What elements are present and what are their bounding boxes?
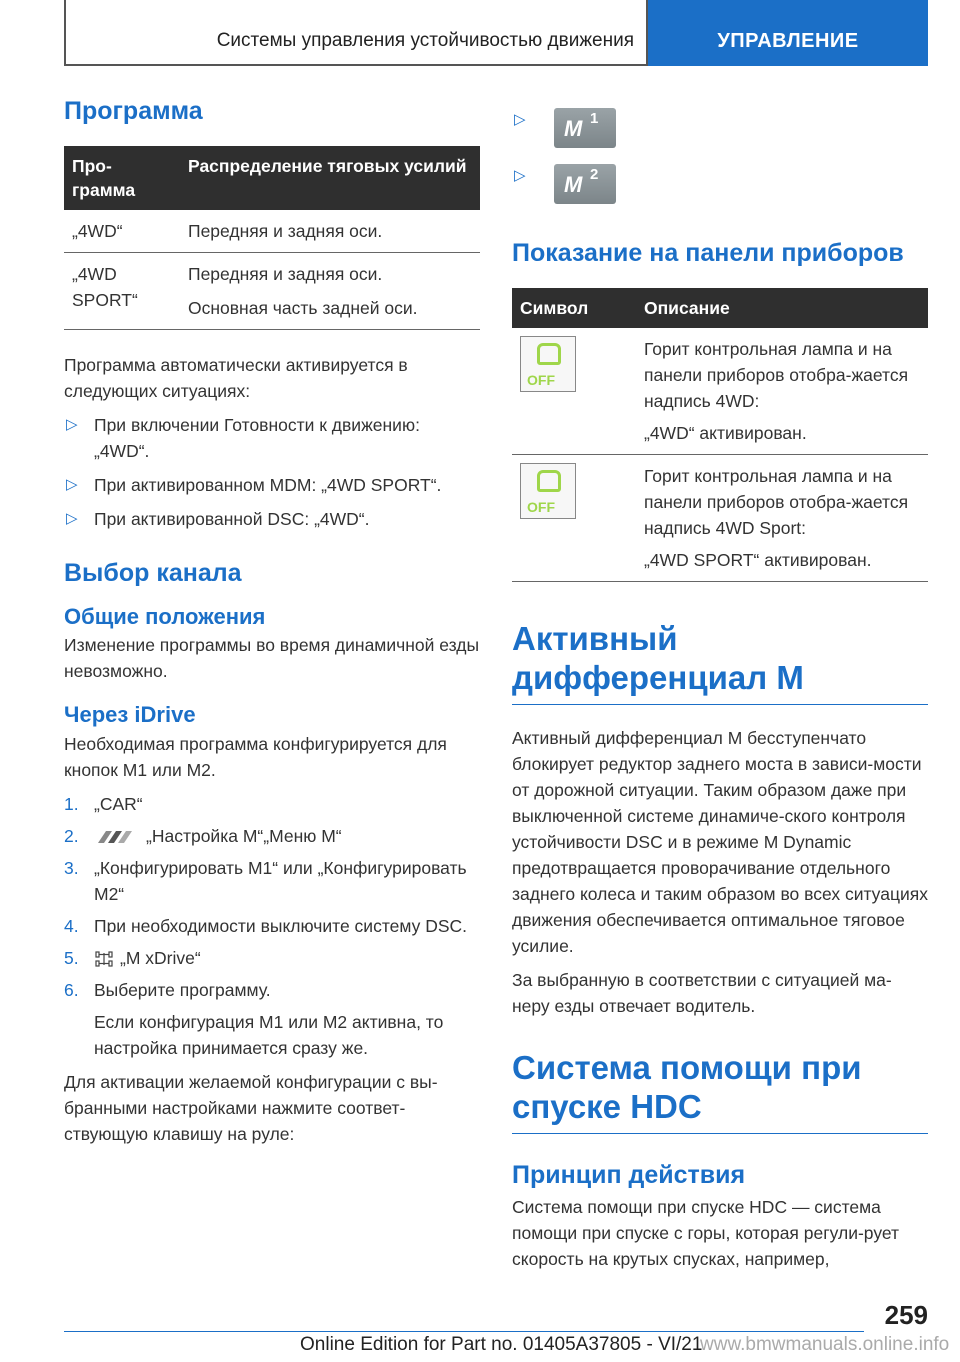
description-cell bbox=[636, 328, 928, 455]
4wd-off-lamp-icon bbox=[520, 336, 576, 392]
table-row bbox=[64, 253, 480, 330]
table-row bbox=[512, 455, 928, 582]
step-number: 1. bbox=[64, 793, 79, 814]
idrive-text: Необходимая программа конфигурируется для кнопок M1 или M2. bbox=[64, 733, 447, 780]
list-item bbox=[64, 506, 480, 532]
distribution-line: Основная часть задней оси. bbox=[188, 298, 418, 318]
footer-edition: Online Edition for Part no. 01405A37805 - VI/21 bbox=[300, 1334, 703, 1355]
step-number: 4. bbox=[64, 915, 79, 936]
m2-row bbox=[512, 164, 928, 208]
triangle-bullet-icon: ▷ bbox=[514, 167, 526, 184]
step-number: 3. bbox=[64, 857, 79, 878]
m1-row bbox=[512, 108, 928, 152]
list-item bbox=[64, 823, 480, 849]
description-cell bbox=[636, 455, 928, 582]
program-cell: „4WD“ bbox=[64, 210, 180, 253]
symbol-table-header-symbol: Символ bbox=[512, 288, 636, 328]
display-heading: Показание на панели приборов bbox=[512, 239, 904, 267]
symbol-table-header-description: Описание bbox=[636, 288, 928, 328]
list-item-text: При активированной DSC: „4WD“. bbox=[94, 509, 370, 529]
page-number: 259 bbox=[884, 1300, 928, 1330]
distribution-cell bbox=[180, 253, 480, 330]
diff-heading: Активный дифференциал M bbox=[512, 620, 804, 696]
step-text: „Конфигурировать M1“ или „Конфигурировать M2“ bbox=[94, 857, 467, 904]
general-heading: Общие положения bbox=[64, 604, 266, 629]
program-cell: „4WD SPORT“ bbox=[64, 253, 180, 330]
channel-heading: Выбор канала bbox=[64, 559, 242, 587]
auto-activation-list bbox=[64, 412, 480, 532]
description-text: Горит контрольная лампа и на панели приборов отобра-жается надпись 4WD: bbox=[644, 339, 909, 411]
list-item bbox=[64, 913, 480, 939]
m2-button[interactable] bbox=[554, 164, 616, 204]
list-item bbox=[64, 945, 480, 971]
description-status: „4WD“ активирован. bbox=[644, 423, 807, 443]
symbol-cell bbox=[512, 328, 636, 455]
list-item bbox=[64, 855, 480, 907]
symbol-cell bbox=[512, 455, 636, 582]
header-section-box bbox=[64, 0, 648, 66]
step-text: „Настройка M“„Меню M“ bbox=[146, 825, 342, 846]
lamp-off-label: OFF bbox=[527, 499, 555, 515]
list-item-text: При активированном MDM: „4WD SPORT“. bbox=[94, 475, 442, 495]
description-status: „4WD SPORT“ активирован. bbox=[644, 550, 872, 570]
m-letter: M bbox=[564, 116, 583, 141]
list-item bbox=[64, 412, 480, 464]
distribution-cell bbox=[180, 210, 480, 253]
idrive-heading: Через iDrive bbox=[64, 702, 196, 728]
step-number: 5. bbox=[64, 947, 79, 968]
symbol-table bbox=[512, 288, 928, 582]
header-section-title: Системы управления устойчивостью движения bbox=[216, 30, 634, 51]
program-table-header-distribution: Распределение тяговых усилий bbox=[180, 146, 480, 210]
drivetrain-icon bbox=[94, 950, 114, 968]
footer-watermark: www.bmwmanuals.online.info bbox=[700, 1334, 950, 1355]
table-row bbox=[512, 328, 928, 455]
step-number: 6. bbox=[64, 979, 79, 1000]
list-item bbox=[64, 472, 480, 498]
m-number: 2 bbox=[590, 166, 599, 183]
divider bbox=[512, 1133, 928, 1134]
m1-button[interactable] bbox=[554, 108, 616, 148]
step-text: При необходимости выключите систему DSC. bbox=[94, 915, 468, 936]
lamp-off-label: OFF bbox=[527, 372, 555, 388]
list-item bbox=[64, 791, 480, 817]
triangle-bullet-icon: ▷ bbox=[66, 510, 78, 527]
list-item bbox=[64, 977, 480, 1061]
diff-text-2: За выбранную в соответствии с ситуацией ма-неру езды отвечает водитель. bbox=[512, 969, 892, 1016]
auto-activation-intro: Программа автоматически активируется в следующих ситуациях: bbox=[64, 355, 408, 401]
header-chapter-label: УПРАВЛЕНИЕ bbox=[717, 30, 859, 52]
program-table bbox=[64, 146, 480, 330]
page-header bbox=[64, 0, 928, 66]
table-row bbox=[64, 210, 480, 253]
header-chapter-tab[interactable] bbox=[648, 0, 928, 66]
step-text: „M xDrive“ bbox=[120, 947, 201, 968]
triangle-bullet-icon: ▷ bbox=[66, 476, 78, 493]
distribution-line: Передняя и задняя оси. bbox=[188, 264, 383, 284]
distribution-line: Передняя и задняя оси. bbox=[188, 221, 383, 241]
hdc-heading: Система помощи при спуске HDC bbox=[512, 1048, 862, 1125]
step-text: „CAR“ bbox=[94, 793, 143, 814]
diff-text-1: Активный дифференциал M бесступенчато блокирует редуктор заднего моста в зависи-мости от дорожной ситуации. Таким образом даже при выключенной системе динамиче-ского контроля устойчивости DSC и в режиме M Dynamic предотвращается проворачивание отдельного заднего колеса и таким образом во всех ситуациях движения обеспечивается оптимальное тяговое усилие. bbox=[512, 727, 928, 956]
step-subtext: Если конфигурация M1 или M2 активна, то настройка принимается сразу же. bbox=[94, 1011, 444, 1058]
4wd-sport-lamp-icon bbox=[520, 463, 576, 519]
principle-text: Система помощи при спуске HDC — система помощи при спуске с горы, которая регули-рует скорость на крутых спусках, например, bbox=[512, 1196, 900, 1269]
triangle-bullet-icon: ▷ bbox=[514, 111, 526, 128]
divider bbox=[512, 704, 928, 705]
principle-heading: Принцип действия bbox=[512, 1160, 746, 1189]
program-table-header-program: Про- грамма bbox=[64, 146, 180, 210]
left-column bbox=[64, 96, 480, 1147]
step-text: Выберите программу. bbox=[94, 979, 271, 1000]
triangle-bullet-icon: ▷ bbox=[66, 416, 78, 433]
idrive-steps bbox=[64, 791, 480, 1061]
program-heading: Программа bbox=[64, 97, 203, 125]
general-text: Изменение программы во время динамичной езды невозможно. bbox=[64, 635, 480, 682]
activation-text: Для активации желаемой конфигурации с вы-бранными настройками нажмите соответ-ствующую клавишу на руле: bbox=[64, 1071, 438, 1144]
list-item-text: При включении Готовности к движению: „4WD“. bbox=[94, 415, 420, 461]
step-number: 2. bbox=[64, 825, 79, 846]
m-letter: M bbox=[564, 172, 583, 197]
m-stripes-icon bbox=[94, 829, 140, 845]
footer-divider bbox=[64, 1331, 864, 1332]
m-number: 1 bbox=[590, 110, 599, 127]
description-text: Горит контрольная лампа и на панели приборов отобра-жается надпись 4WD Sport: bbox=[644, 466, 909, 538]
right-column bbox=[512, 96, 928, 1272]
